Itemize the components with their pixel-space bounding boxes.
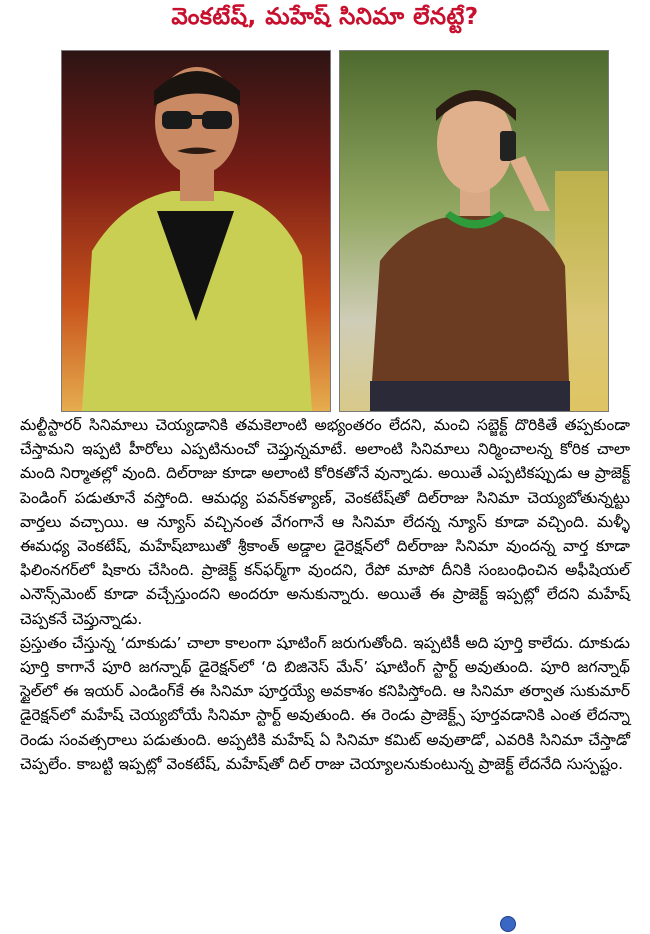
watermark-logo-icon: [500, 916, 516, 932]
venkatesh-illustration: [62, 51, 330, 411]
venkatesh-photo: [61, 50, 331, 412]
mahesh-illustration: [340, 51, 608, 411]
article-body: [20, 413, 630, 776]
mahesh-photo: [339, 50, 609, 412]
article-paragraph-2: ప్రస్తుతం చేస్తున్న ‘దూకుడు’ చాలా కాలంగా షూటింగ్ జరుగుతోంది. ఇప్పటికీ అది పూర్తి కాలేదు. దూకుడు పూర్తి కాగానే పూరి జగన్నాథ్ డైరెక్షన్‌లో ‘ది బిజినెస్ మేన్’ షూటింగ్ స్టార్ట్ అవుతుంది. పూరి జగన్నాథ్ స్టైల్‌లో ఈ ఇయర్ ఎండింగ్‌కే ఈ సినిమా పూర్తయ్యే అవకాశం కనిపిస్తోంది. ఆ సినిమా తర్వాత సుకుమార్ డైరెక్షన్‌లో మహేష్ చెయ్యబోయే సినిమా స్టార్ట్ అవుతుంది. ఈ రెండు ప్రాజెక్ట్స్ పూర్తవడానికి ఎంత లేదన్నా రెండు సంవత్సరాలు పడుతుంది. అప్పటికి మహేష్ ఏ సినిమా కమిట్ అవుతాడో, ఎవరికి సినిమా చేస్తాడో చెప్పలేం. కాబట్టి ఇప్పట్లో వెంకటేష్, మహేష్‌తో దిల్ రాజు చెయ్యాలనుకుంటున్న ప్రాజెక్ట్ లేదనేది సుస్పష్టం.: [20, 633, 630, 773]
article-paragraph-1: మల్టీస్టారర్ సినిమాలు చెయ్యడానికి తమకెలాంటి అభ్యంతరం లేదని, మంచి సబ్జెక్ట్ దొరికితే తప్పకుండా చేస్తామని ఇప్పటి హీరోలు ఎప్పటినుంచో చెప్తున్నమాటే. అలాంటి సినిమాలు నిర్మించాలన్న కోరిక చాలా మంది నిర్మాతల్లో వుంది. దిల్‌రాజు కూడా అలాంటి కోరికతోనే వున్నాడు. అయితే ఎప్పటికప్పుడు ఆ ప్రాజెక్ట్ పెండింగ్ పడుతూనే వస్తోంది. ఆమధ్య పవన్‌కళ్యాణ్, వెంకటేష్‌తో దిల్‌రాజు సినిమా చెయ్యబోతున్నట్టు వార్తలు వచ్చాయి. ఆ న్యూస్ వచ్చినంత వేగంగానే ఆ సినిమా లేదన్న న్యూస్ కూడా వచ్చింది. మళ్ళీ ఈమధ్య వెంకటేష్, మహేష్‌బాబుతో శ్రీకాంత్ అడ్డాల డైరెక్షన్‌లో దిల్‌రాజు సినిమా వుందన్న వార్త కూడా ఫిలింనగర్‌లో షికారు చేసింది. ప్రాజెక్ట్ కన్‌ఫర్మ్‌గా వుందని, రేపో మాపో దీనికి సంబంధించిన అఫీషియల్ ఎనౌన్స్‌మెంట్ కూడా వచ్చేస్తుందని అందరూ అనుకున్నారు. అయితే ఈ ప్రాజెక్ట్ ఇప్పట్లో లేదని మహేష్ చెప్పకనే చెప్తున్నాడు.: [20, 416, 630, 628]
headline: వెంకటేష్, మహేష్ సినిమా లేనట్టే?: [171, 4, 479, 30]
